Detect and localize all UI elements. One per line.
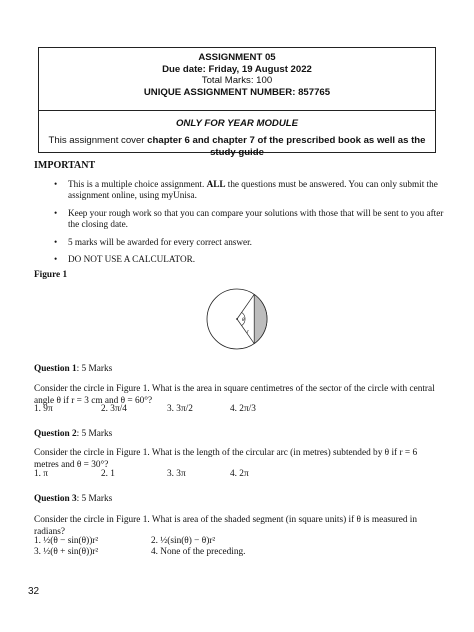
bullet-item [54, 254, 446, 265]
question-marks: : 5 Marks [76, 494, 113, 504]
question-marks: : 5 Marks [76, 364, 113, 374]
question-1-text: Consider the circle in Figure 1. What is the area in square centimetres of the sector of the circle with central angle θ if r = 3 cm and θ = 60°? [34, 384, 435, 406]
bullet-dot: • [54, 207, 58, 218]
module-note: ONLY FOR YEAR MODULE [175, 118, 299, 129]
option-2: 2. 1 [101, 469, 115, 479]
theta-label: θ [242, 318, 245, 323]
assignment-title: ASSIGNMENT 05 [198, 52, 276, 63]
bullet-item [54, 208, 446, 231]
bullet-item [54, 237, 446, 248]
option-1: 1. π [34, 469, 48, 479]
question-number: Question 3 [34, 494, 77, 504]
bullet-text: 5 marks will be awarded for every correct answer. [68, 236, 252, 247]
option-1: 1. 9π [34, 404, 53, 414]
option-3: 3. 3π [167, 469, 186, 479]
circle-figure [205, 287, 269, 351]
unique-assignment-number: UNIQUE ASSIGNMENT NUMBER: 857765 [143, 86, 331, 98]
question-number: Question 2 [34, 429, 77, 439]
shaded-segment [254, 294, 267, 343]
bullet-dot: • [54, 236, 58, 247]
question-2-title [34, 429, 112, 441]
bullet-item [54, 179, 446, 202]
circle-centre [236, 318, 238, 320]
option-1: 1. ½(θ − sin(θ))r² [34, 536, 99, 546]
radius-line [237, 319, 254, 344]
bullet-text: the questions must be answered. You can only submit the assignment online, using myUnisa. [68, 179, 438, 201]
bullet-emphasis: ALL [206, 179, 226, 189]
coverage-note [47, 135, 427, 158]
coverage-chapters: chapter 6 and chapter 7 of the prescribed book as well as the study guide [147, 135, 426, 158]
bullet-dot: • [54, 179, 58, 189]
radius-label: r [247, 330, 249, 335]
radius-line [237, 294, 254, 319]
important-heading: IMPORTANT [34, 160, 96, 171]
question-3-text: Consider the circle in Figure 1. What is area of the shaded segment (in square units) if θ is measured in radians? [34, 515, 418, 537]
option-3: 3. ½(θ + sin(θ))r² [34, 547, 99, 557]
header-top [39, 52, 435, 98]
option-2: 2. ½(sin(θ) − θ)r² [151, 536, 216, 546]
bullet-dot: • [54, 254, 58, 265]
question-marks: : 5 Marks [76, 429, 113, 439]
total-marks: Total Marks: 100 [201, 75, 273, 87]
option-4: 4. 2π/3 [230, 404, 256, 414]
option-2: 2. 3π/4 [101, 404, 127, 414]
bullet-text: Keep your rough work so that you can compare your solutions with those that will be sent to you after the closing date. [68, 207, 444, 230]
option-4: 4. 2π [230, 469, 249, 479]
assignment-header-box [38, 47, 436, 158]
question-2-text: Consider the circle in Figure 1. What is the length of the circular arc (in metres) subtended by θ if r = 6 metres and θ = 30°? [34, 448, 418, 470]
option-4: 4. None of the preceding. [151, 547, 246, 557]
bullet-text: DO NOT USE A CALCULATOR. [68, 254, 196, 265]
question-3-title [34, 494, 112, 506]
page-number: 32 [28, 586, 40, 597]
due-date: Due date: Friday, 19 August 2022 [162, 63, 312, 75]
option-3: 3. 3π/2 [167, 404, 193, 414]
question-1-title [34, 364, 112, 376]
important-list [54, 179, 446, 271]
figure-label: Figure 1 [34, 270, 68, 280]
coverage-prefix: This assignment cover [48, 135, 148, 146]
header-divider [39, 110, 435, 111]
bullet-text: This is a multiple choice assignment. [68, 179, 207, 189]
question-number: Question 1 [34, 364, 77, 374]
